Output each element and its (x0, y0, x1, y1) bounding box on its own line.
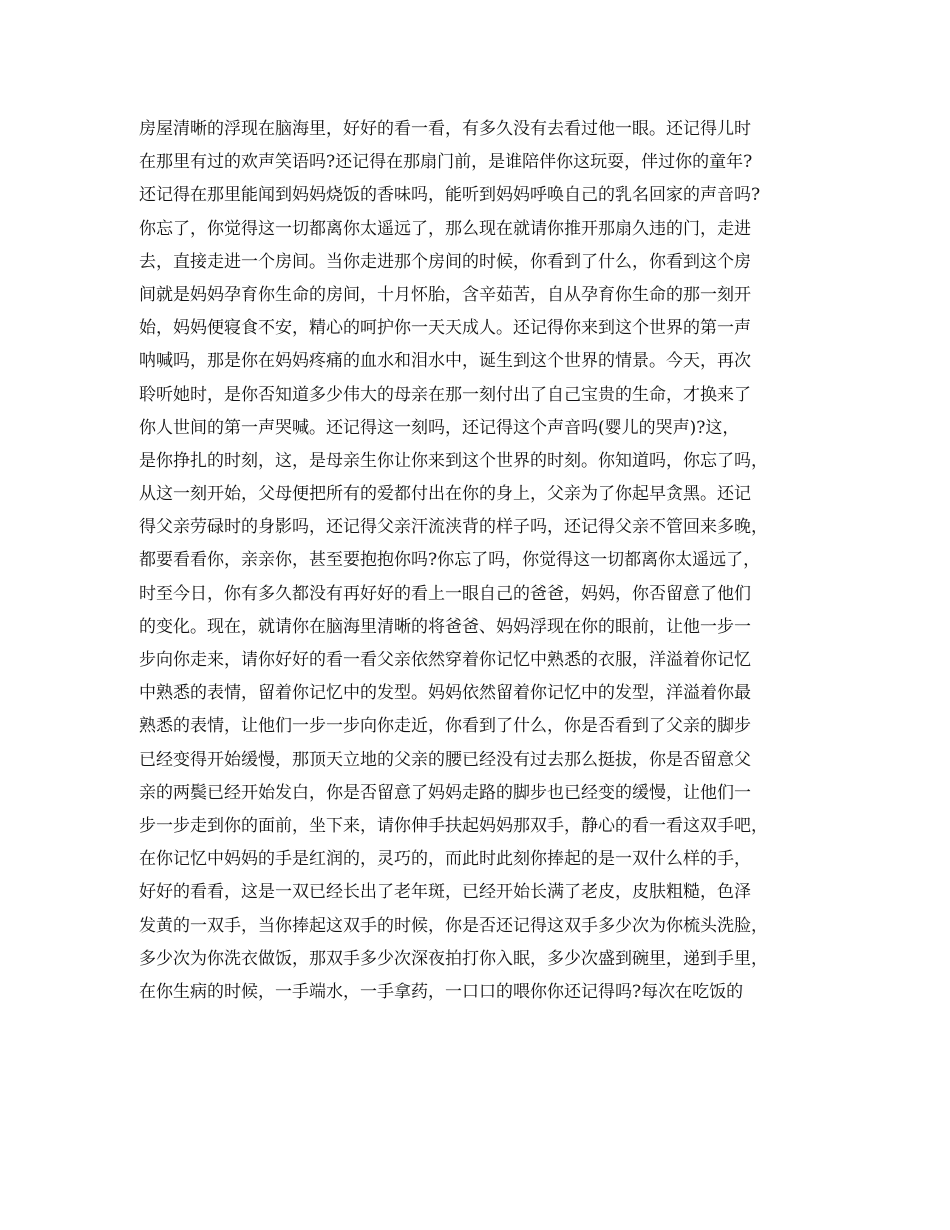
text-line: 你人世间的第一声哭喊。还记得这一刻吗，还记得这个声音吗(婴儿的哭声)?这， (139, 417, 740, 438)
text-line: 在你记忆中妈妈的手是红润的，灵巧的，而此时此刻你捧起的是一双什么样的手， (139, 849, 751, 870)
text-line: 已经变得开始缓慢，那顶天立地的父亲的腰已经没有过去那么挺拔，你是否留意父 (139, 749, 751, 770)
text-line: 步向你走来，请你好好的看一看父亲依然穿着你记忆中熟悉的衣服，洋溢着你记忆 (139, 650, 751, 670)
body-text (139, 113, 819, 1009)
text-line: 都要看看你，亲亲你，甚至要抱抱你吗?你忘了吗，你觉得这一切都离你太遥远了， (139, 550, 761, 571)
text-line: 时至今日，你有多久都没有再好好的看上一眼自己的爸爸，妈妈，你否留意了他们 (139, 583, 751, 604)
text-line: 去，直接走进一个房间。当你走进那个房间的时候，你看到了什么，你看到这个房 (139, 251, 751, 272)
text-line: 房屋清晰的浮现在脑海里，好好的看一看，有多久没有去看过他一眼。还记得儿时 (139, 119, 751, 139)
text-line: 好好的看看，这是一双已经长出了老年斑，已经开始长满了老皮，皮肤粗糙，色泽 (139, 882, 751, 903)
text-line: 间就是妈妈孕育你生命的房间，十月怀胎，含辛茹苦，自从孕育你生命的那一刻开 (139, 284, 751, 305)
text-line: 发黄的一双手，当你捧起这双手的时候，你是否还记得这双手多少次为你梳头洗脸， (139, 915, 768, 936)
text-line: 中熟悉的表情，留着你记忆中的发型。妈妈依然留着你记忆中的发型，洋溢着你最 (139, 683, 751, 704)
text-line: 从这一刻开始，父母便把所有的爱都付出在你的身上，父亲为了你起早贪黑。还记 (139, 484, 751, 505)
text-line: 得父亲劳碌时的身影吗，还记得父亲汗流浃背的样子吗，还记得父亲不管回来多晚， (139, 517, 768, 538)
text-line: 聆听她时，是你否知道多少伟大的母亲在那一刻付出了自己宝贵的生命，才换来了 (139, 384, 751, 405)
text-line: 还记得在那里能闻到妈妈烧饭的香味吗，能听到妈妈呼唤自己的乳名回家的声音吗? (139, 185, 761, 206)
text-line: 是你挣扎的时刻，这，是母亲生你让你来到这个世界的时刻。你知道吗，你忘了吗， (139, 450, 768, 471)
text-line: 熟悉的表情，让他们一步一步向你走近，你看到了什么，你是否看到了父亲的脚步 (139, 716, 751, 737)
text-line: 在你生病的时候，一手端水，一手拿药，一口口的喂你你还记得吗?每次在吃饭的 (139, 981, 744, 1002)
text-line: 多少次为你洗衣做饭，那双手多少次深夜拍打你入眠，多少次盛到碗里，递到手里， (139, 948, 768, 969)
text-line: 步一步走到你的面前，坐下来，请你伸手扶起妈妈那双手，静心的看一看这双手吧， (139, 815, 768, 836)
text-line: 亲的两鬓已经开始发白，你是否留意了妈妈走路的脚步也已经变的缓慢，让他们一 (139, 782, 751, 803)
text-line: 始，妈妈便寝食不安，精心的呵护你一天天成人。还记得你来到这个世界的第一声 (139, 318, 751, 339)
text-line: 在那里有过的欢声笑语吗?还记得在那扇门前，是谁陪伴你这玩耍，伴过你的童年? (139, 152, 753, 173)
text-line: 呐喊吗，那是你在妈妈疼痛的血水和泪水中，诞生到这个世界的情景。今天，再次 (139, 351, 751, 372)
text-line: 的变化。现在，就请你在脑海里清晰的将爸爸、妈妈浮现在你的眼前，让他一步一 (139, 616, 751, 637)
text-line: 你忘了，你觉得这一切都离你太遥远了，那么现在就请你推开那扇久违的门，走进 (139, 218, 751, 239)
